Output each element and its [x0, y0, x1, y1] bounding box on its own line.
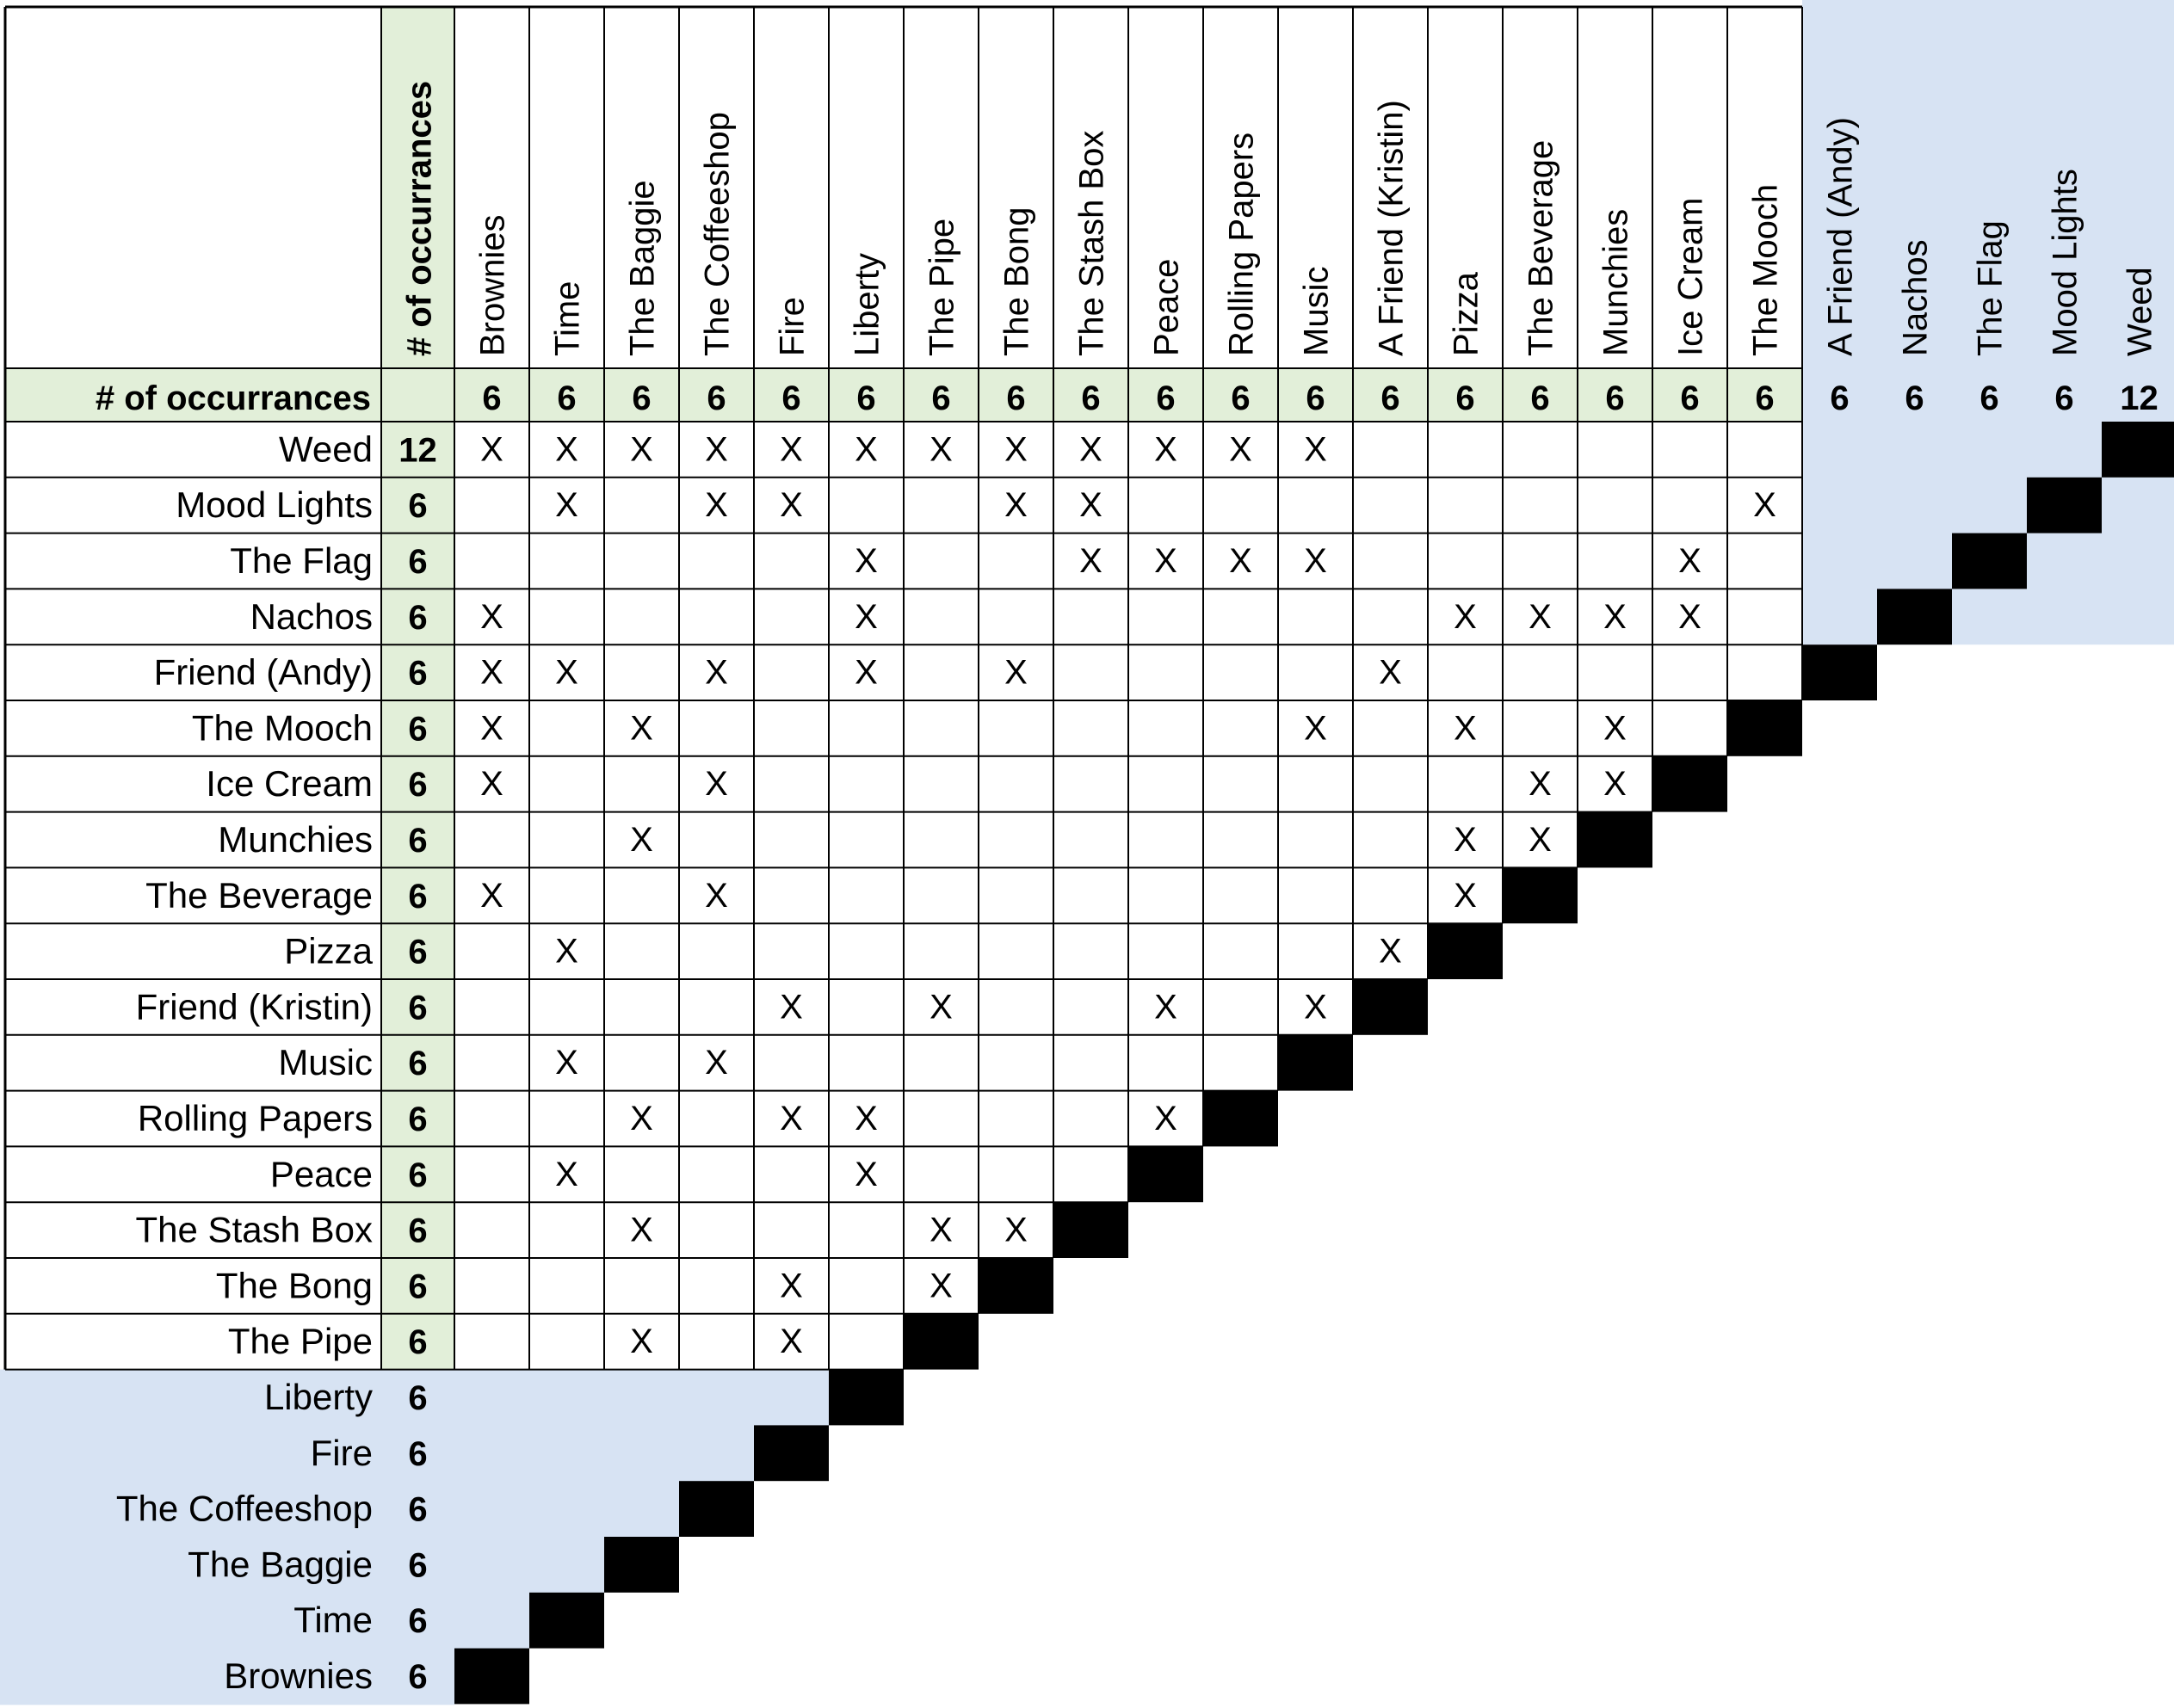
- pair-mark: X: [1079, 542, 1102, 580]
- column-header: Liberty: [848, 252, 886, 356]
- pair-mark: X: [1304, 542, 1327, 580]
- pair-mark: X: [930, 1211, 953, 1249]
- pair-mark: X: [780, 1267, 803, 1305]
- column-count: 6: [1530, 379, 1550, 417]
- row-label: Music: [278, 1042, 373, 1083]
- pair-mark: X: [555, 430, 578, 469]
- pair-mark: X: [555, 1155, 578, 1193]
- row-label: Munchies: [218, 819, 373, 860]
- column-header: Brownies: [473, 214, 512, 356]
- column-count: 6: [1455, 379, 1475, 417]
- pair-mark: X: [855, 430, 878, 469]
- column-count: 6: [931, 379, 951, 417]
- pair-mark: X: [705, 876, 728, 915]
- column-count: 6: [781, 379, 801, 417]
- pair-mark: X: [780, 486, 803, 525]
- column-count: 6: [557, 379, 577, 417]
- row-label: The Beverage: [145, 874, 373, 916]
- column-header: The Pipe: [923, 218, 961, 356]
- pair-mark: X: [1229, 542, 1252, 580]
- row-label: The Bong: [215, 1265, 373, 1306]
- diagonal-block: [1128, 1146, 1203, 1202]
- column-header: Peace: [1147, 258, 1186, 356]
- column-count: 6: [482, 379, 502, 417]
- diagonal-block: [2102, 422, 2174, 478]
- column-header: A Friend (Andy): [1821, 117, 1860, 356]
- column-count: 6: [1905, 379, 1924, 417]
- blue-row-zone: [0, 1593, 529, 1649]
- pair-mark: X: [1678, 597, 1702, 636]
- column-header: The Bong: [997, 207, 1036, 356]
- pair-mark: X: [1304, 709, 1327, 748]
- pair-mark: X: [630, 821, 653, 859]
- pair-mark: X: [930, 1267, 953, 1305]
- pair-mark: X: [1454, 876, 1477, 915]
- pair-mark: X: [555, 932, 578, 971]
- pair-mark: X: [855, 542, 878, 580]
- row-label: Weed: [279, 429, 373, 470]
- row-count: 6: [408, 1267, 428, 1306]
- pair-mark: X: [1529, 597, 1552, 636]
- row-label: Peace: [269, 1153, 373, 1194]
- row-count: 6: [408, 877, 428, 916]
- column-count: 6: [1979, 379, 1999, 417]
- pair-mark: X: [1603, 597, 1627, 636]
- diagonal-block: [529, 1593, 604, 1649]
- row-count: 6: [408, 1658, 428, 1696]
- pair-mark: X: [555, 486, 578, 525]
- diagonal-block: [1428, 923, 1503, 979]
- pair-mark: X: [1154, 542, 1177, 580]
- diagonal-block: [979, 1258, 1053, 1314]
- diagonal-block: [1802, 644, 1877, 700]
- column-header: Fire: [773, 297, 812, 356]
- row-label: The Coffeeshop: [115, 1488, 373, 1529]
- row-count: 6: [408, 654, 428, 693]
- pair-mark: X: [705, 653, 728, 692]
- column-count: 6: [1680, 379, 1700, 417]
- pair-mark: X: [855, 653, 878, 692]
- row-count: 6: [408, 766, 428, 805]
- column-header: Music: [1297, 266, 1336, 356]
- row-count: 6: [408, 1156, 428, 1194]
- pair-mark: X: [1229, 430, 1252, 469]
- pair-mark: X: [780, 988, 803, 1027]
- column-count: 6: [1755, 379, 1775, 417]
- row-count: 6: [408, 1379, 428, 1417]
- row-label: The Mooch: [191, 707, 373, 749]
- diagonal-block: [1727, 700, 1802, 756]
- row-label: The Baggie: [188, 1544, 373, 1585]
- row-label: Liberty: [263, 1377, 373, 1417]
- pair-mark: X: [705, 1044, 728, 1082]
- row-count: 12: [398, 431, 437, 470]
- column-header: The Coffeeshop: [698, 112, 737, 356]
- column-count: 12: [2120, 379, 2159, 417]
- pair-mark: X: [480, 430, 503, 469]
- pair-mark: X: [480, 597, 503, 636]
- pair-mark: X: [1454, 597, 1477, 636]
- pair-mark: X: [855, 1155, 878, 1193]
- pair-mark: X: [705, 486, 728, 525]
- row-count: 6: [408, 822, 428, 860]
- pair-mark: X: [1454, 821, 1477, 859]
- row-count: 6: [408, 933, 428, 971]
- column-count: 6: [1605, 379, 1625, 417]
- row-count: 6: [408, 1101, 428, 1138]
- diagonal-block: [454, 1649, 529, 1705]
- corner-count-header: # of occurrances: [400, 80, 439, 356]
- column-header: The Baggie: [623, 180, 662, 356]
- row-count: 6: [408, 1212, 428, 1250]
- pair-mark: X: [855, 597, 878, 636]
- diagonal-block: [1877, 589, 1952, 644]
- row-count: 6: [408, 989, 428, 1027]
- pair-mark: X: [630, 1323, 653, 1361]
- row-label: The Stash Box: [135, 1209, 373, 1250]
- row-count: 6: [408, 1323, 428, 1362]
- pair-mark: X: [705, 430, 728, 469]
- pair-mark: X: [1678, 542, 1702, 580]
- column-count: 6: [632, 379, 652, 417]
- diagonal-block: [1278, 1035, 1353, 1091]
- pair-mark: X: [930, 988, 953, 1027]
- row-label: The Flag: [230, 540, 373, 581]
- row-label: Rolling Papers: [137, 1098, 373, 1138]
- diagonal-block: [2027, 478, 2102, 533]
- row-label: Time: [293, 1600, 373, 1641]
- pair-mark: X: [780, 1323, 803, 1361]
- diagonal-block: [1053, 1202, 1128, 1258]
- row-count: 6: [408, 1602, 428, 1641]
- pair-mark: X: [480, 876, 503, 915]
- pair-mark: X: [1154, 1100, 1177, 1138]
- pair-mark: X: [1079, 430, 1102, 469]
- pair-mark: X: [630, 709, 653, 748]
- column-count: 6: [2054, 379, 2074, 417]
- row-count: 6: [408, 1546, 428, 1585]
- column-count: 6: [1156, 379, 1176, 417]
- pair-mark: X: [1004, 486, 1028, 525]
- diagonal-block: [1652, 756, 1727, 812]
- column-count: 6: [1830, 379, 1850, 417]
- diagonal-block: [754, 1425, 829, 1481]
- pair-mark: X: [1004, 653, 1028, 692]
- column-header: The Mooch: [1746, 183, 1785, 356]
- pair-mark: X: [630, 430, 653, 469]
- pair-mark: X: [1154, 430, 1177, 469]
- pair-mark: X: [780, 1100, 803, 1138]
- row-count: 6: [408, 1045, 428, 1083]
- column-header: A Friend (Kristin): [1372, 100, 1411, 356]
- column-header: Time: [548, 281, 587, 356]
- row-label: Brownies: [224, 1656, 373, 1696]
- column-header: The Beverage: [1522, 139, 1560, 356]
- pair-mark: X: [480, 709, 503, 748]
- diagonal-block: [1353, 979, 1428, 1035]
- count-row-label: # of occurrances: [95, 379, 371, 417]
- pair-mark: X: [480, 653, 503, 692]
- pair-mark: X: [1529, 821, 1552, 859]
- row-label: Fire: [310, 1432, 373, 1473]
- row-count: 6: [408, 487, 428, 526]
- pair-mark: X: [1154, 988, 1177, 1027]
- column-count: 6: [1081, 379, 1101, 417]
- diagonal-block: [829, 1370, 904, 1426]
- column-count: 6: [707, 379, 726, 417]
- row-count: 6: [408, 598, 428, 637]
- pair-mark: X: [780, 430, 803, 469]
- pair-mark: X: [480, 765, 503, 804]
- diagonal-block: [1203, 1091, 1278, 1147]
- column-header: Nachos: [1896, 239, 1935, 356]
- row-label: The Pipe: [227, 1321, 373, 1362]
- pair-mark: X: [1304, 988, 1327, 1027]
- blue-row-zone: [0, 1425, 754, 1482]
- pair-mark: X: [1004, 430, 1028, 469]
- column-count: 6: [1006, 379, 1026, 417]
- diagonal-block: [1952, 533, 2027, 589]
- pair-mark: X: [930, 430, 953, 469]
- row-count: 6: [408, 543, 428, 581]
- diagonal-block: [604, 1537, 679, 1593]
- pair-mark: X: [1454, 709, 1477, 748]
- diagonal-block: [904, 1314, 979, 1370]
- row-label: Mood Lights: [176, 484, 373, 526]
- pair-mark: X: [1079, 486, 1102, 525]
- column-header: The Stash Box: [1072, 130, 1111, 356]
- row-label: Friend (Kristin): [135, 986, 373, 1027]
- column-count: 6: [1231, 379, 1251, 417]
- column-header: Munchies: [1597, 208, 1635, 356]
- pair-mark: X: [855, 1100, 878, 1138]
- column-count: 6: [1306, 379, 1325, 417]
- column-header: The Flag: [1971, 220, 2010, 356]
- pair-mark: X: [1379, 653, 1402, 692]
- column-count: 6: [856, 379, 876, 417]
- row-label: Nachos: [250, 595, 373, 637]
- pair-mark: X: [1753, 486, 1776, 525]
- pair-mark: X: [1603, 765, 1627, 804]
- row-label: Ice Cream: [206, 763, 373, 805]
- row-count: 6: [408, 1434, 428, 1473]
- row-count: 6: [408, 1490, 428, 1529]
- row-label: Friend (Andy): [153, 651, 373, 693]
- pair-mark: X: [555, 653, 578, 692]
- diagonal-block: [679, 1481, 754, 1537]
- row-label: Pizza: [284, 930, 373, 971]
- pair-mark: X: [1379, 932, 1402, 971]
- pair-mark: X: [705, 765, 728, 804]
- pair-mark: X: [630, 1100, 653, 1138]
- pair-mark: X: [1304, 430, 1327, 469]
- pair-mark: X: [1603, 709, 1627, 748]
- row-count: 6: [408, 710, 428, 749]
- column-header: Weed: [2121, 267, 2159, 356]
- pair-mark: X: [1004, 1211, 1028, 1249]
- column-count: 6: [1380, 379, 1400, 417]
- column-header: Ice Cream: [1671, 197, 1710, 356]
- diagonal-block: [1503, 867, 1578, 923]
- pair-mark: X: [1529, 765, 1552, 804]
- diagonal-block: [1578, 812, 1652, 868]
- column-header: Mood Lights: [2046, 169, 2084, 356]
- pair-mark: X: [555, 1044, 578, 1082]
- column-header: Pizza: [1447, 272, 1485, 356]
- column-header: Rolling Papers: [1222, 132, 1261, 356]
- pair-mark: X: [630, 1211, 653, 1249]
